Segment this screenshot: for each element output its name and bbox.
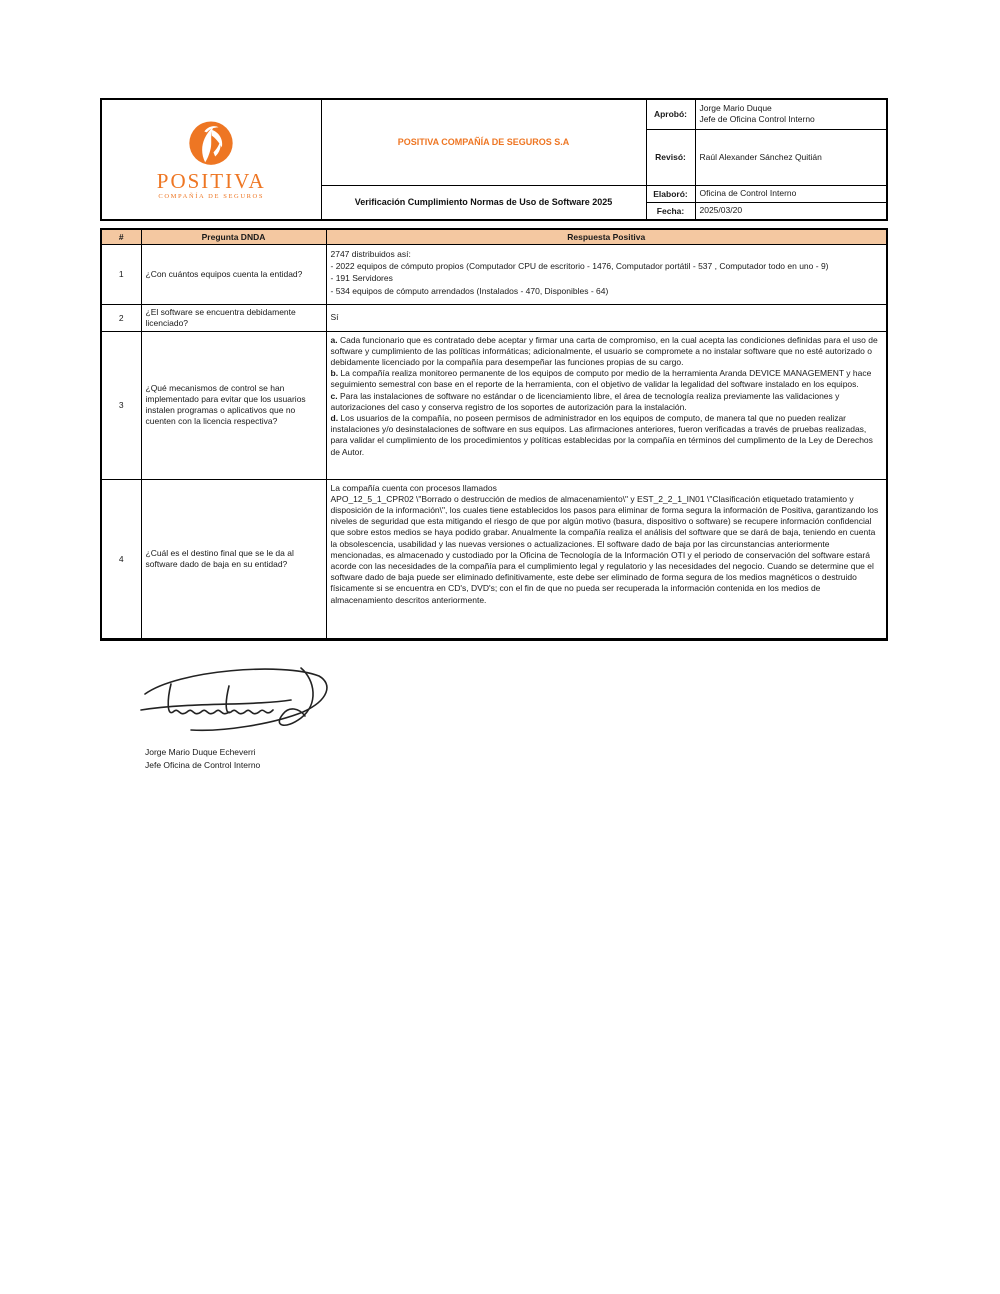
question-text: ¿Cuál es el destino final que se le da al software dado de baja en su entidad? [141,479,326,639]
row-number: 2 [101,304,141,331]
answer-paragraph [331,368,883,390]
answer-paragraph [331,335,883,369]
company-logo-cell [101,99,321,220]
qa-header-question: Pregunta DNDA [141,229,326,244]
paragraph-text: Cada funcionario que es contratado debe aceptar y firmar una carta de compromiso, en la cual acepta las condiciones definidas para el uso de software y cumplimiento de las políticas informáticas; adicionalmente, el usuario se compromete a no instalar software que no esté autorizado o debidamente licenciado por la compañía para desempeñar las funciones propias de su cargo. [330,334,878,367]
reviewed-label: Revisó: [646,129,695,185]
paragraph-lead: a. [330,334,338,345]
logo-subtext: COMPAÑÍA DE SEGUROS [158,193,265,200]
question-text: ¿Con cuántos equipos cuenta la entidad? [141,244,326,304]
question-text: ¿Qué mecanismos de control se han implementado para evitar que los usuarios instalen programas o aplicativos que no cuenten con la licencia respectiva? [141,331,326,479]
date-value: 2025/03/20 [695,202,887,220]
answer-paragraph [331,413,883,458]
question-text: ¿El software se encuentra debidamente licenciado? [141,304,326,331]
qa-header-answer: Respuesta Positiva [326,229,887,244]
row-number: 4 [101,479,141,639]
positiva-logo-icon [186,119,236,169]
answer-text: Sí [326,304,887,331]
qa-header-num: # [101,229,141,244]
prepared-value: Oficina de Control Interno [695,185,887,202]
answer-body: APO_12_5_1_CPR02 \"Borrado o destrucción de medios de almacenamiento\" y EST_2_2_1_IN01 \"Clasificación etiquetado tratamiento y disposición de la información\", los cuales tiene establecidos los pasos para eliminar de forma segura la información de Positiva, garantizando los niveles de seguridad que esta mitigando el riesgo de que por algún motivo (basura, dispositivo o software) se recupere información confidencial que sobre estos medios se haya podido grabar. Anualmente la compañía realiza el análisis del software que se dará de baja, teniendo en cuenta la obsolescencia, usabilidad y las nuevas versiones o actualizaciones. El software dado de baja por las circunstancias anteriormente mencionadas, es almacenado y custodiado por la Oficina de Tecnología de la Información OTI y el periodo de conservación del software estará acorde con las necesidades de la compañía para el cumplimiento legal y regulatorio y las necesidades del negocio. Cuando se determine que el software dado de baja puede ser eliminado definitivamente, este debe ser eliminado de forma segura de los medios magnéticos o destruido físicamente si se encuentra en CD's, DVD's; con el fin de que no pueda ser recuperada la información contenida en los medios de almacenamiento descritos anteriormente. [330,493,879,605]
paragraph-lead: b. [330,368,339,379]
qa-table [100,228,888,641]
answer-paragraph [331,391,883,413]
date-label: Fecha: [646,202,695,220]
signature-block [133,658,363,771]
row-number: 1 [101,244,141,304]
answer-text [326,244,887,304]
document-title: Verificación Cumplimiento Normas de Uso de Software 2025 [321,185,646,220]
approved-label: Aprobó: [646,99,695,129]
paragraph-text: Los usuarios de la compañía, no poseen permisos de administrador en los equipos de computo, de manera tal que no pueden realizar instalaciones y/o desinstalaciones de software en sus equipos. Las afirmaciones anteriores, fueron verificadas a través de pruebas realizadas, para validar el cumplimiento de los procedimientos y políticas establecidas por la compañía en términos del cumplimento de la Ley de Derechos de Autor. [330,412,873,457]
prepared-label: Elaboró: [646,185,695,202]
approved-value [695,99,887,129]
signatory-title: Jefe Oficina de Control Interno [145,759,261,770]
row-number: 3 [101,331,141,479]
signatory-name: Jorge Mario Duque Echeverri [145,747,256,757]
company-logo [106,119,317,200]
qa-row-3 [101,331,887,479]
company-name: POSITIVA COMPAÑÍA DE SEGUROS S.A [321,99,646,185]
paragraph-text: Para las instalaciones de software no estándar o de licenciamiento libre, el área de tecnología realiza previamente las validaciones y autorizaciones del caso y conserva registro de los soportes de autorización para la instalación. [330,390,840,412]
qa-header-row [101,229,887,244]
approved-role: Jefe de Oficina Control Interno [699,114,815,125]
paragraph-text: La compañía realiza monitoreo permanente de los equipos de computo por medio de la herramienta Aranda DEVICE MANAGEMENT y hace seguimiento semestral con base en el reporte de la herramienta, con el objetivo de validar la legalidad del software instalado en los equipos. [330,368,872,390]
answer-line: - 2022 equipos de cómputo propios (Computador CPU de escritorio - 1476, Computador portátil - 537 , Computador todo en uno - 9) [330,260,829,271]
qa-row-2 [101,304,887,331]
answer-text [326,479,887,639]
qa-row-1 [101,244,887,304]
paragraph-lead: c. [330,390,338,401]
reviewed-value: Raúl Alexander Sánchez Quitián [695,129,887,185]
handwritten-signature-icon [133,658,343,742]
answer-line: - 191 Servidores [330,273,393,284]
approved-name: Jorge Mario Duque [699,103,772,114]
logo-wordmark: POSITIVA [156,169,266,193]
answer-line: 2747 distribuidos así: [330,248,411,259]
document-header-table [100,98,888,221]
answer-text [326,331,887,479]
answer-line: La compañía cuenta con procesos llamados [330,482,497,493]
paragraph-lead: d. [330,412,339,423]
answer-line: - 534 equipos de cómputo arrendados (Instalados - 470, Disponibles - 64) [330,285,609,296]
qa-row-4 [101,479,887,639]
